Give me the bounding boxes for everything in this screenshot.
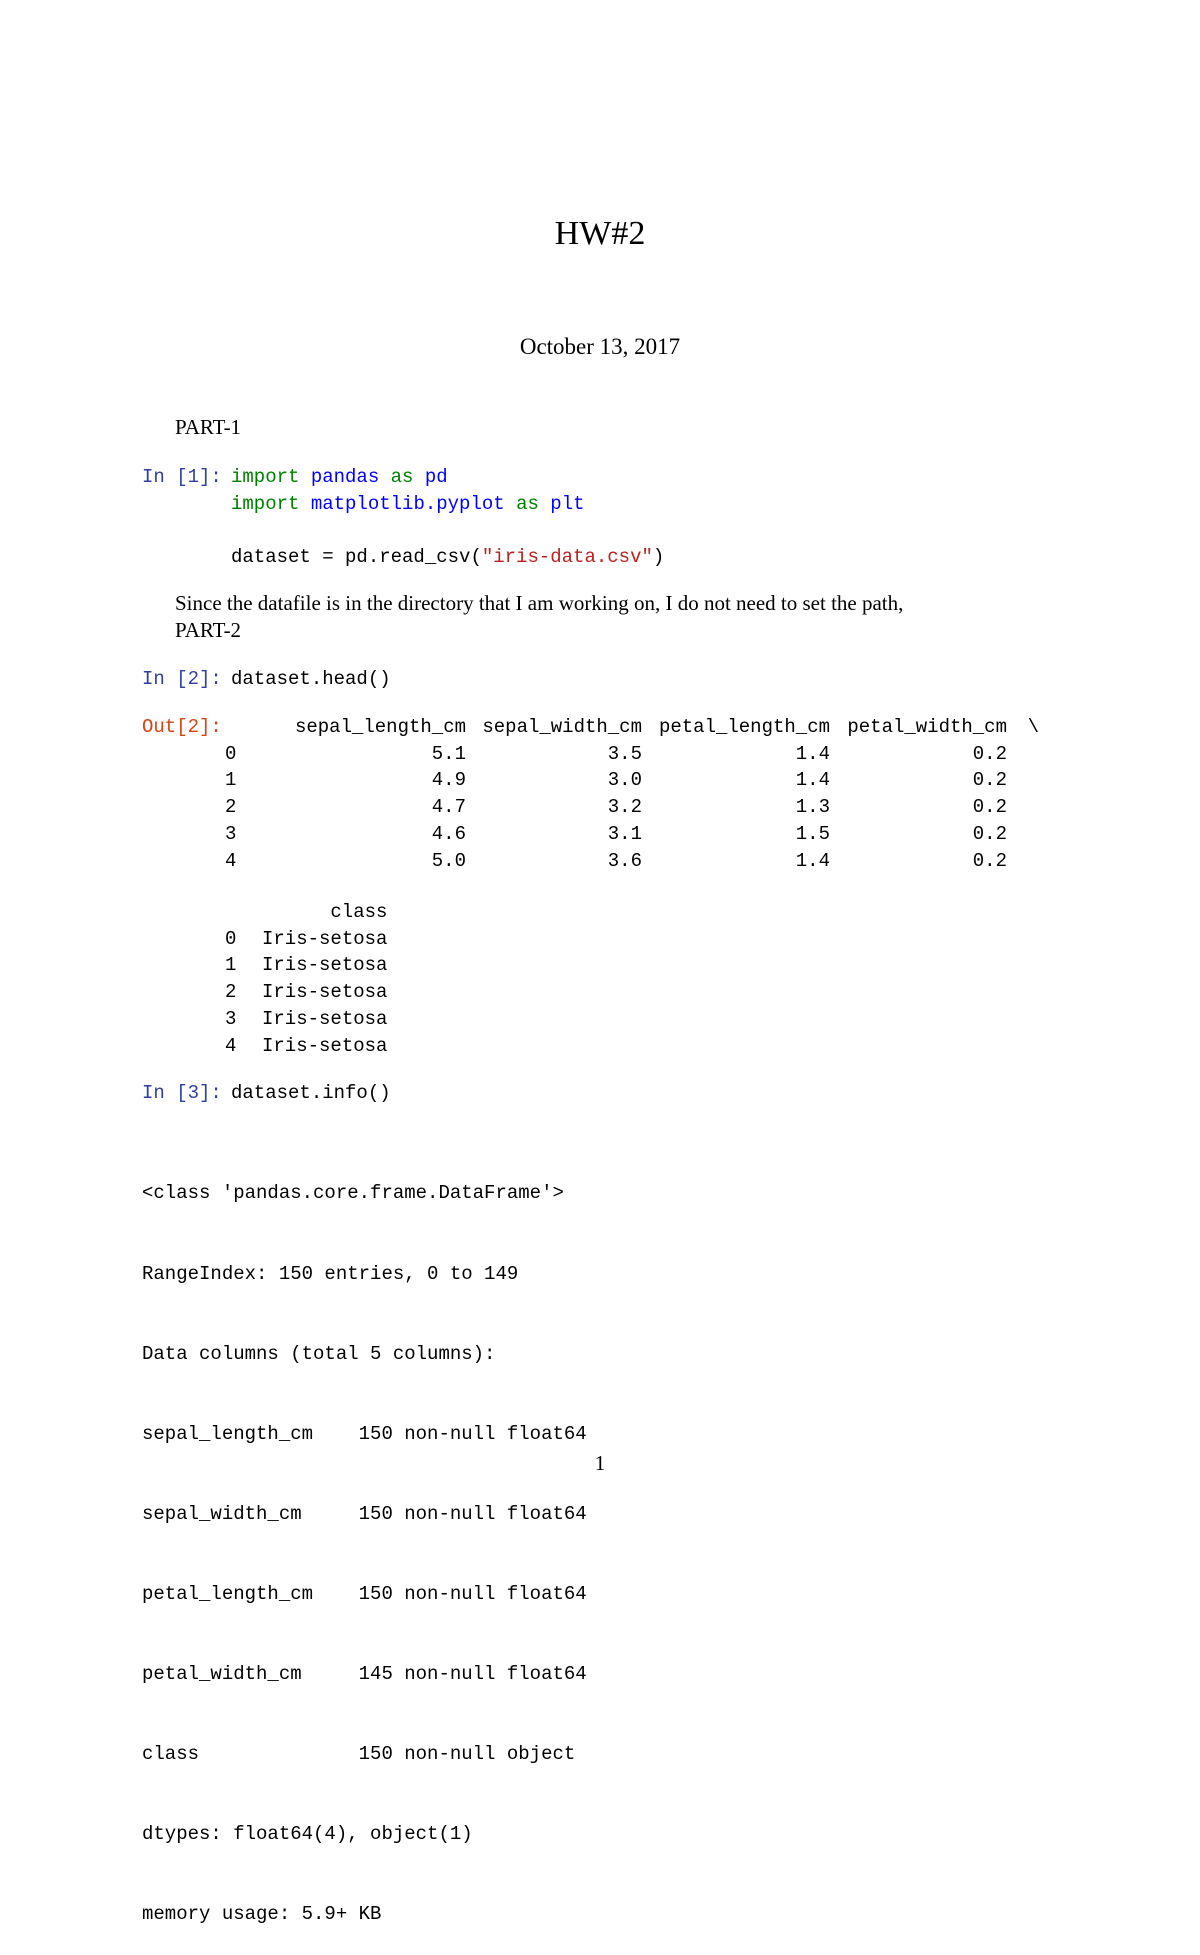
head-class-table — [225, 899, 387, 1059]
row-index: 2 — [225, 796, 237, 819]
table-cell: 0.2 — [972, 742, 1007, 765]
output-line: petal_length_cm 150 non-null float64 — [142, 1582, 587, 1605]
output-line: memory usage: 5.9+ KB — [142, 1903, 382, 1926]
head-table — [225, 714, 1039, 874]
output-line: Data columns (total 5 columns): — [142, 1342, 496, 1365]
output-line: class 150 non-null object — [142, 1743, 576, 1766]
cell1-code-line-1 — [231, 464, 448, 491]
table-cell: 0.2 — [972, 769, 1007, 792]
module-name: pandas — [310, 466, 380, 488]
module-alias: pd — [424, 466, 448, 488]
row-index: 0 — [225, 927, 237, 950]
module-name: matplotlib.pyplot — [310, 493, 505, 515]
table-cell: 3.6 — [607, 849, 642, 872]
line-continuation: \ — [1027, 716, 1039, 738]
table-cell: Iris-setosa — [262, 927, 388, 950]
table-row — [225, 848, 1039, 875]
table-header-row — [225, 714, 1039, 741]
table-row — [225, 952, 387, 979]
table-cell: 0.2 — [972, 849, 1007, 872]
table-row — [225, 741, 1039, 768]
table-cell: 1.3 — [795, 796, 830, 819]
table-row — [225, 821, 1039, 848]
part1-note: Since the datafile is in the directory that I am working on, I do not need to set the path, — [175, 591, 904, 615]
row-index: 1 — [225, 769, 237, 792]
part2-heading: PART-2 — [175, 618, 242, 642]
row-index: 1 — [225, 954, 237, 977]
cell2-code: dataset.head() — [231, 668, 391, 690]
row-index: 4 — [225, 1034, 237, 1057]
table-cell: 4.6 — [431, 822, 466, 845]
table-cell: 4.7 — [431, 796, 466, 819]
module-alias: plt — [550, 493, 585, 515]
table-cell: Iris-setosa — [262, 954, 388, 977]
keyword-as: as — [516, 493, 539, 515]
cell3-code: dataset.info() — [231, 1082, 391, 1104]
keyword-import: import — [231, 493, 300, 515]
table-row — [225, 794, 1039, 821]
cell1-code-line-2 — [231, 491, 585, 518]
table-row — [225, 1033, 387, 1060]
table-cell: 1.4 — [795, 769, 830, 792]
document-title: HW#2 — [554, 215, 646, 252]
table-cell: 5.1 — [431, 742, 466, 765]
cell2-in-prompt: In [2]: — [142, 668, 222, 690]
table-cell: Iris-setosa — [262, 1007, 388, 1030]
table-cell: 3.0 — [607, 769, 642, 792]
table-cell: 1.4 — [795, 742, 830, 765]
output-line: petal_width_cm 145 non-null float64 — [142, 1663, 587, 1686]
table-cell: 0.2 — [972, 822, 1007, 845]
cell3-in-prompt: In [3]: — [142, 1082, 222, 1104]
keyword-import: import — [231, 466, 300, 488]
table-cell: 4.9 — [431, 769, 466, 792]
table-cell: 1.5 — [795, 822, 830, 845]
code-text: dataset = pd.read_csv( — [231, 546, 482, 568]
table-cell: 3.5 — [607, 742, 642, 765]
index-header-cell — [225, 714, 262, 741]
page-number: 1 — [594, 1451, 606, 1475]
table-header-row — [225, 899, 387, 926]
row-index: 4 — [225, 849, 237, 872]
string-literal: "iris-data.csv" — [481, 546, 653, 568]
table-cell: 0.2 — [972, 796, 1007, 819]
table-cell: 5.0 — [431, 849, 466, 872]
column-header: sepal_width_cm — [482, 716, 642, 738]
output-line: dtypes: float64(4), object(1) — [142, 1823, 473, 1846]
keyword-as: as — [390, 466, 414, 488]
table-row — [225, 926, 387, 953]
table-cell: 3.2 — [607, 796, 642, 819]
code-text: ) — [652, 546, 665, 568]
column-header: class — [330, 901, 388, 923]
table-row — [225, 979, 387, 1006]
info-output — [142, 1127, 587, 1955]
row-index: 3 — [225, 1007, 237, 1030]
table-cell: Iris-setosa — [262, 981, 388, 1004]
output-line: sepal_length_cm 150 non-null float64 — [142, 1422, 587, 1445]
cell1-code-line-3 — [231, 544, 664, 571]
cell1-in-prompt: In [1]: — [142, 466, 222, 488]
table-cell: 3.1 — [607, 822, 642, 845]
row-index: 2 — [225, 981, 237, 1004]
column-header: petal_length_cm — [658, 716, 830, 738]
cell2-out-prompt: Out[2]: — [142, 716, 222, 738]
row-index: 3 — [225, 822, 237, 845]
part1-heading: PART-1 — [175, 415, 242, 439]
table-row — [225, 767, 1039, 794]
table-cell: Iris-setosa — [262, 1034, 388, 1057]
output-line: <class 'pandas.core.frame.DataFrame'> — [142, 1182, 564, 1205]
table-row — [225, 1006, 387, 1033]
column-header: petal_width_cm — [847, 716, 1007, 738]
index-header-cell — [225, 899, 262, 926]
output-line: RangeIndex: 150 entries, 0 to 149 — [142, 1262, 519, 1285]
output-line: sepal_width_cm 150 non-null float64 — [142, 1502, 587, 1525]
document-date: October 13, 2017 — [519, 334, 681, 359]
row-index: 0 — [225, 742, 237, 765]
table-cell: 1.4 — [795, 849, 830, 872]
column-header: sepal_length_cm — [294, 716, 466, 738]
